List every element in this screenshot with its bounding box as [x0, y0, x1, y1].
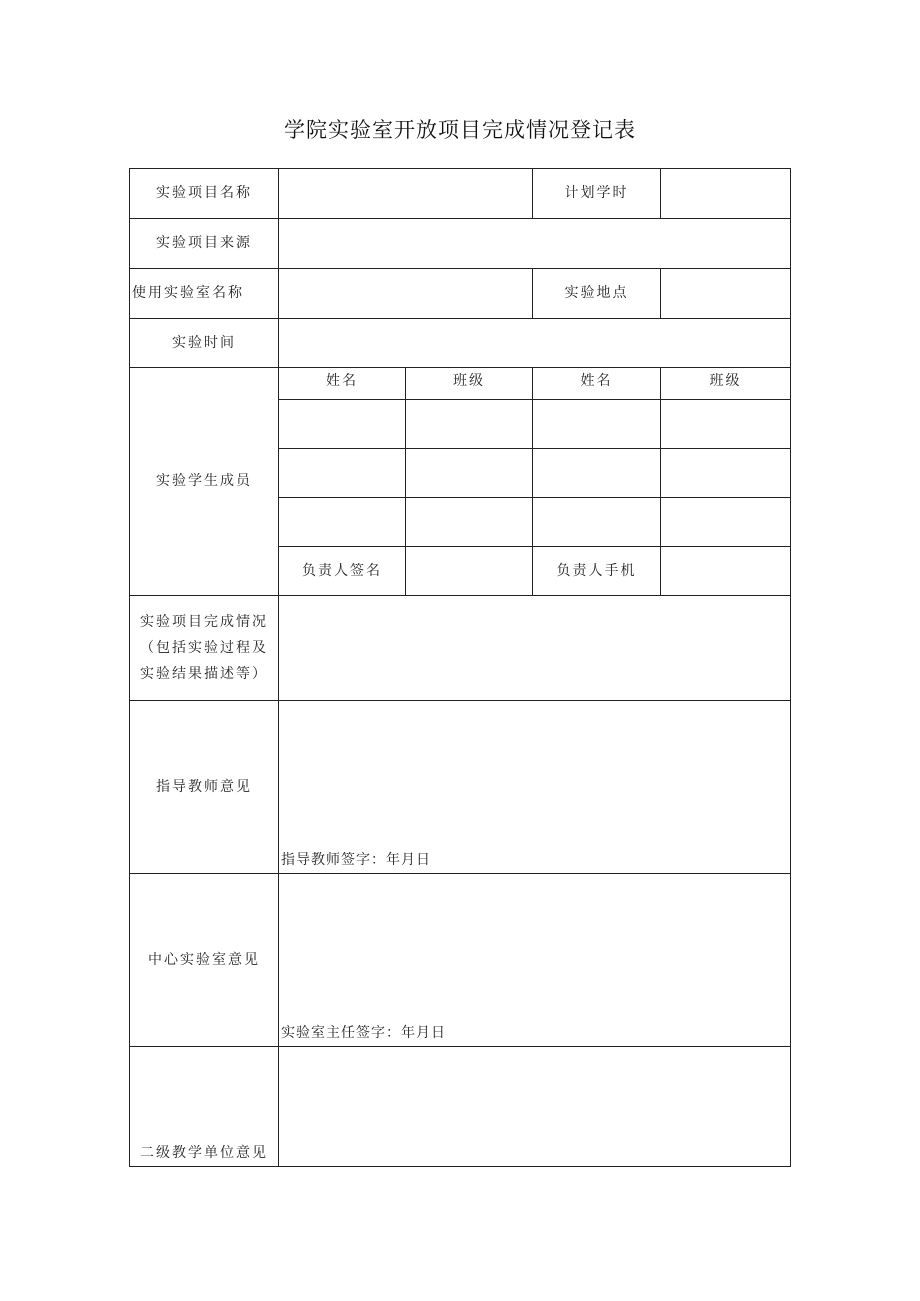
- leader-phone-field[interactable]: [661, 547, 791, 596]
- row-lab-name: [130, 269, 791, 319]
- label-time: 实验时间: [130, 319, 279, 368]
- col-header-name-1: 姓名: [279, 368, 406, 400]
- label-leader-phone: 负责人手机: [533, 547, 661, 596]
- row-project-name: [130, 169, 791, 219]
- col-header-class-2: 班级: [661, 368, 791, 400]
- row-unit-opinion: [130, 1047, 791, 1167]
- member-name-field[interactable]: [279, 400, 406, 449]
- member-name-field[interactable]: [533, 449, 661, 498]
- member-name-field[interactable]: [533, 400, 661, 449]
- label-planned-hours: 计划学时: [533, 169, 661, 219]
- location-field[interactable]: [661, 269, 791, 319]
- label-completion: [130, 596, 279, 701]
- planned-hours-field[interactable]: [661, 169, 791, 219]
- row-teacher-opinion: [130, 701, 791, 874]
- row-time: [130, 319, 791, 368]
- member-name-field[interactable]: [533, 498, 661, 547]
- director-signature-line: 实验室主任签字：年月日: [281, 1024, 446, 1041]
- col-header-name-2: 姓名: [533, 368, 661, 400]
- teacher-opinion-field[interactable]: [279, 701, 791, 874]
- member-class-field[interactable]: [406, 449, 533, 498]
- label-teacher-opinion: 指导教师意见: [130, 701, 279, 874]
- member-class-field[interactable]: [661, 449, 791, 498]
- row-center-opinion: [130, 874, 791, 1047]
- center-opinion-field[interactable]: [279, 874, 791, 1047]
- row-completion: [130, 596, 791, 701]
- member-name-field[interactable]: [279, 449, 406, 498]
- time-field[interactable]: [279, 319, 791, 368]
- members-header-row: [130, 368, 791, 400]
- label-unit-opinion: 二级教学单位意见: [130, 1047, 279, 1167]
- member-class-field[interactable]: [406, 400, 533, 449]
- label-leader-signature: 负责人签名: [279, 547, 406, 596]
- col-header-class-1: 班级: [406, 368, 533, 400]
- label-project-source: 实验项目来源: [130, 219, 279, 269]
- label-lab-name: 使用实验室名称: [130, 269, 279, 319]
- label-completion-line2: （包括实验过程及: [140, 640, 268, 656]
- teacher-signature-line: 指导教师签字：年月日: [281, 851, 431, 868]
- label-center-opinion: 中心实验室意见: [130, 874, 279, 1047]
- member-class-field[interactable]: [406, 498, 533, 547]
- member-class-field[interactable]: [661, 498, 791, 547]
- form-title: 学院实验室开放项目完成情况登记表: [284, 118, 636, 142]
- completion-field[interactable]: [279, 596, 791, 701]
- registration-form-table: [129, 168, 791, 1167]
- unit-opinion-field[interactable]: [279, 1047, 791, 1167]
- row-project-source: [130, 219, 791, 269]
- project-name-field[interactable]: [279, 169, 533, 219]
- label-project-name: 实验项目名称: [130, 169, 279, 219]
- lab-name-field[interactable]: [279, 269, 533, 319]
- label-completion-line3: 实验结果描述等）: [140, 666, 268, 682]
- label-location: 实验地点: [533, 269, 661, 319]
- project-source-field[interactable]: [279, 219, 791, 269]
- leader-signature-field[interactable]: [406, 547, 533, 596]
- member-name-field[interactable]: [279, 498, 406, 547]
- label-completion-line1: 实验项目完成情况: [140, 614, 268, 630]
- member-class-field[interactable]: [661, 400, 791, 449]
- label-members: 实验学生成员: [130, 368, 279, 596]
